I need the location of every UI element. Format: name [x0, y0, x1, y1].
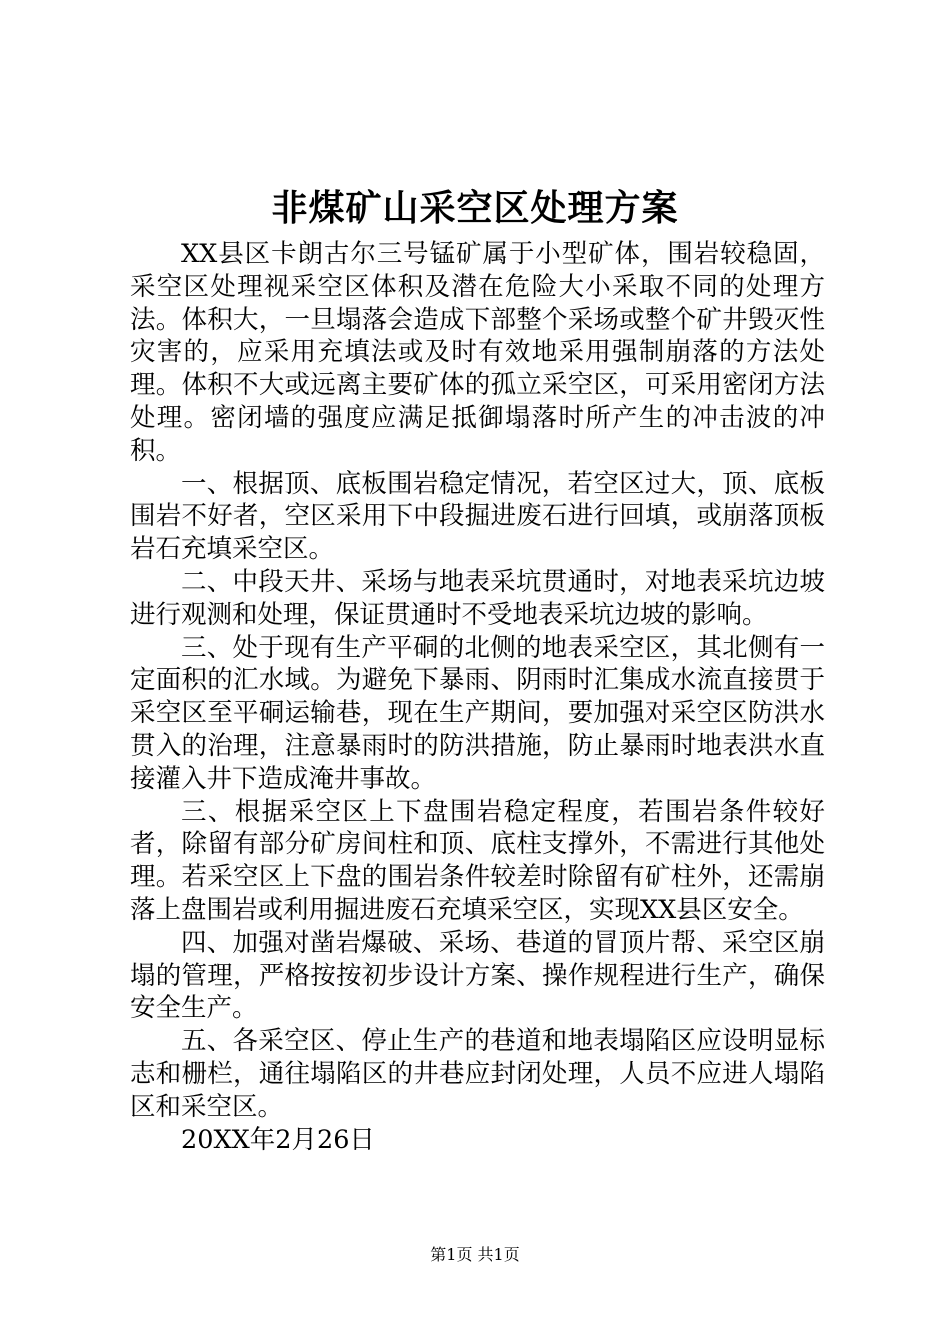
document-body — [130, 238, 825, 1156]
document-title: 非煤矿山采空区处理方案 — [271, 187, 679, 229]
paragraph-item-5: 五、各采空区、停止生产的巷道和地表塌陷区应设明显标志和栅栏，通往塌陷区的井巷应封闭处理，人员不应进人塌陷区和采空区。 — [130, 1026, 825, 1122]
paragraph-item-4: 四、加强对凿岩爆破、采场、巷道的冒顶片帮、采空区崩塌的管理，严格按按初步设计方案、操作规程进行生产，确保安全生产。 — [130, 927, 825, 1024]
page-number-footer: 第1页 共1页 — [430, 1245, 520, 1264]
paragraph-item-2: 二、中段天井、采场与地表采坑贯通时，对地表采坑边坡进行观测和处理，保证贯通时不受地表采坑边坡的影响。 — [130, 566, 825, 630]
paragraph-intro: XX县区卡朗古尔三号锰矿属于小型矿体，围岩较稳固，采空区处理视采空区体积及潜在危险大小采取不同的处理方法。体积大，一旦塌落会造成下部整个采场或整个矿井毁灭性灾害的，应采用充填法或及时有效地采用强制崩落的方法处理。体积不大或远离主要矿体的孤立采空区，可采用密闭方法处理。密闭墙的强度应满足抵御塌落时所产生的冲击波的冲积。 — [130, 239, 825, 466]
paragraph-item-1: 一、根据顶、底板围岩稳定情况，若空区过大，顶、底板围岩不好者，空区采用下中段掘进废石进行回填，或崩落顶板岩石充填采空区。 — [130, 468, 825, 565]
document-date: 20XX年2月26日 — [181, 1124, 375, 1155]
paragraph-item-3b: 三、根据采空区上下盘围岩稳定程度，若围岩条件较好者，除留有部分矿房间柱和顶、底柱支撑外，不需进行其他处理。若采空区上下盘的围岩条件较差时除留有矿柱外，还需崩落上盘围岩或利用掘进废石充填采空区，实现XX县区安全。 — [130, 796, 825, 925]
paragraph-item-3a: 三、处于现有生产平硐的北侧的地表采空区，其北侧有一定面积的汇水域。为避免下暴雨、阴雨时汇集成水流直接贯于采空区至平硐运输巷，现在生产期间，要加强对采空区防洪水贯入的治理，注意暴雨时的防洪措施，防止暴雨时地表洪水直接灌入井下造成淹井事故。 — [130, 632, 825, 794]
